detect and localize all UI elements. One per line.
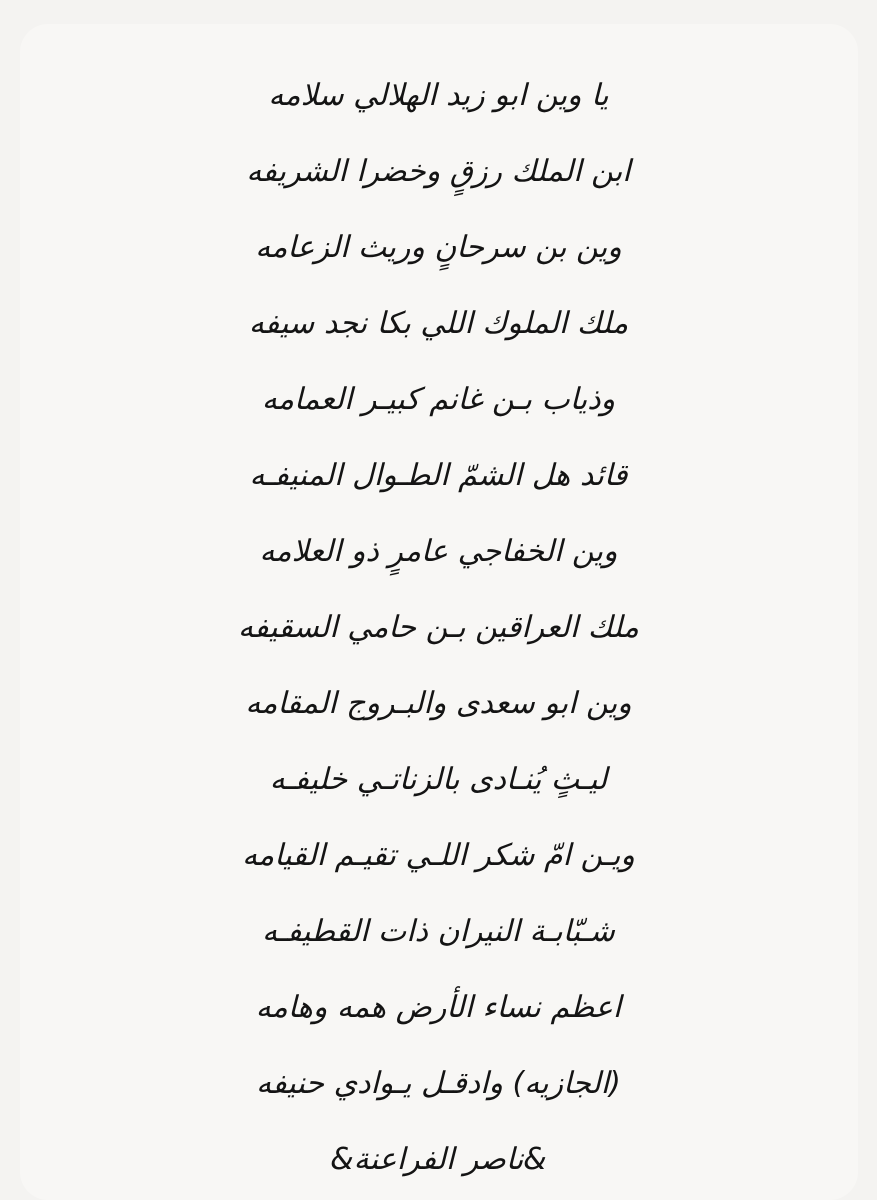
poem-line: وين ابو سعدى والبـروج المقامه (245, 686, 632, 721)
poem-line: ملك الملوك اللي بكا نجد سيفه (248, 306, 629, 341)
poem-line: وين بن سرحانٍ وريث الزعامه (255, 230, 622, 265)
poem-line: وين الخفاجي عامرٍ ذو العلامه (259, 534, 618, 569)
poem-line: (الجازيه) وادقـل يـوادي حنيفه (256, 1066, 621, 1101)
poem-line: ابن الملك رزقٍ وخضرا الشريفه (246, 154, 631, 189)
poem-signature: &ناصر الفراعنة& (330, 1142, 547, 1177)
poem-line: وذياب بـن غانم كبيـر العمامه (261, 382, 616, 417)
poem-text (0, 58, 877, 1198)
poem-line: قائد هل الشمّ الطـوال المنيفـه (249, 458, 628, 493)
poem-line: ملك العراقين بـن حامي السقيفه (238, 610, 639, 645)
poem-line: ليـثٍ يُنـادى بالزناتـي خليفـه (269, 762, 608, 797)
poem-line: شـبّابـة النيران ذات القطيفـه (262, 914, 615, 949)
poem-line: يا وين ابو زيد الهلالي سلامه (268, 78, 609, 113)
poem-line: ويـن امّ شكر اللـي تقيـم القيامه (242, 838, 635, 873)
poem-line: اعظم نساء الأرض همه وهامه (255, 990, 622, 1025)
